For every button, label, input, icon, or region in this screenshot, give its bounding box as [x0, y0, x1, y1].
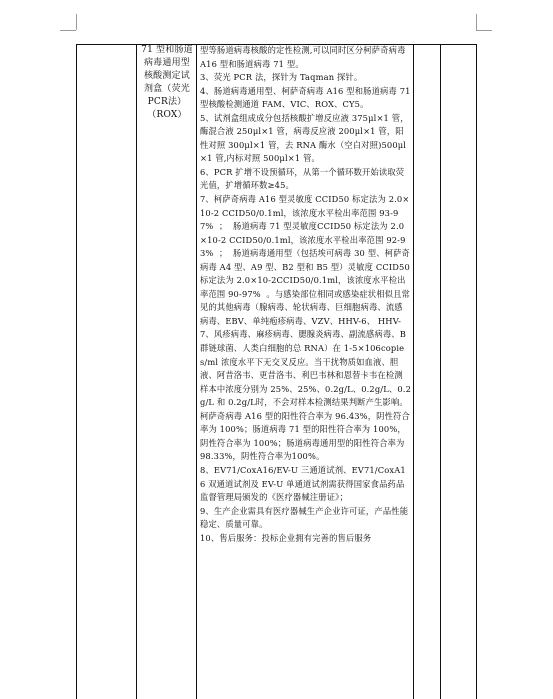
- table-col-line-3: [196, 44, 197, 699]
- spec-line-8: 9、生产企业需具有医疗器械生产企业许可证，产品性能稳定、质量可靠。: [200, 505, 409, 530]
- crop-mark-right: [476, 30, 492, 31]
- table-col-line-2: [136, 44, 137, 699]
- spec-line-6: 7、柯萨奇病毒 A16 型灵敏度 CCID50 标定法为 2.0×10-2 CCID50/0.1ml，该浓度水平检出率范围 93-97% ； 肠道病毒 71 型灵敏度CCID50 标定法为 2.0×10-2 CCID50/0.1ml，该浓度水平检出率范围 92-93% ； 肠道病毒通用型（包括埃可病毒 30 型、柯萨奇病毒 A4 型、A9 型、B2 型和 B5 型）灵敏度 CCID50标定法为 2.0×10-2CCID50/0.1ml，该浓度水平检出率范围 90-97% 。与感染部位相同或感染症状相似且常见的其他病毒（腺病毒、轮状病毒、巨细胞病毒、流感病毒、EBV、单纯疱疹病毒、VZV、HHV-6、 HHV-7、风疹病毒、麻疹病毒、腮腺炎病毒、副流感病毒、B群链球菌、人类白细胞的总 RNA）在 1-5×106copies/ml 浓度水平下无交叉反应。当干扰物质如血液、胆液、阿昔洛韦、更昔洛韦、利巴韦林和恩替卡韦在检测样本中浓度分别为 25%、25%、0.2g/L、0.2g/L、0.2g/L 和 0.2g/L时，不会对样本检测结果判断产生影响。柯萨奇病毒 A16 型的阳性符合率为 96.43%，阴性符合率为 100%；肠道病毒 71 型的阳性符合率为 100%，阴性符合率为 100%；肠道病毒通用型的阳性符合率为 98.33%，阴性符合率为100%。: [200, 194, 411, 462]
- spec-cell: [200, 44, 414, 545]
- crop-mark-right-v: [476, 14, 477, 30]
- spec-line-4: 5、试剂盒组成成分包括核酸扩增反应液 375μl×1 管，酶混合液 250μl×1 管，病毒反应液 200μl×1 管，阳性对照 300μl×1 管，去 RNA 酶水（空白对照)500μl×1 管,内标对照 500μl×1 管。: [200, 112, 409, 164]
- spec-line-1: 型等肠道病毒核酸的定性检测,可以同时区分柯萨奇病毒 A16 型和肠道病毒 71 型。: [200, 45, 409, 69]
- table-col-line-4: [413, 44, 414, 699]
- crop-mark-left: [60, 30, 76, 31]
- product-name-cell: 71 型和肠道病毒通用型核酸测定试剂盒（荧光PCR法）（ROX）: [141, 45, 193, 120]
- spec-line-9: 10、售后服务：投标企业拥有完善的售后服务: [200, 532, 372, 543]
- spec-line-7: 8、EV71/CoxA16/EV-U 三通道试剂、EV71/CoxA16 双通道试剂及 EV-U 单通道试剂需获得国家食品药品监督管理局颁发的《医疗器械注册证》；: [200, 464, 406, 503]
- table-col-line-1: [76, 44, 77, 699]
- table-col-line-5: [440, 44, 441, 699]
- spec-line-5: 6、PCR 扩增不设预循环，从第一个循环数开始读取荧光值，扩增循环数≥45。: [200, 166, 405, 191]
- crop-mark-left-v: [76, 14, 77, 30]
- spec-line-2: 3、荧光 PCR 法，探针为 Taqman 探针。: [200, 72, 363, 83]
- table-col-line-6: [476, 44, 477, 699]
- spec-line-3: 4、肠道病毒通用型、柯萨奇病毒 A16 型和肠道病毒 71 型核酸检测通道 FAM、VIC、ROX、CY5。: [200, 85, 414, 110]
